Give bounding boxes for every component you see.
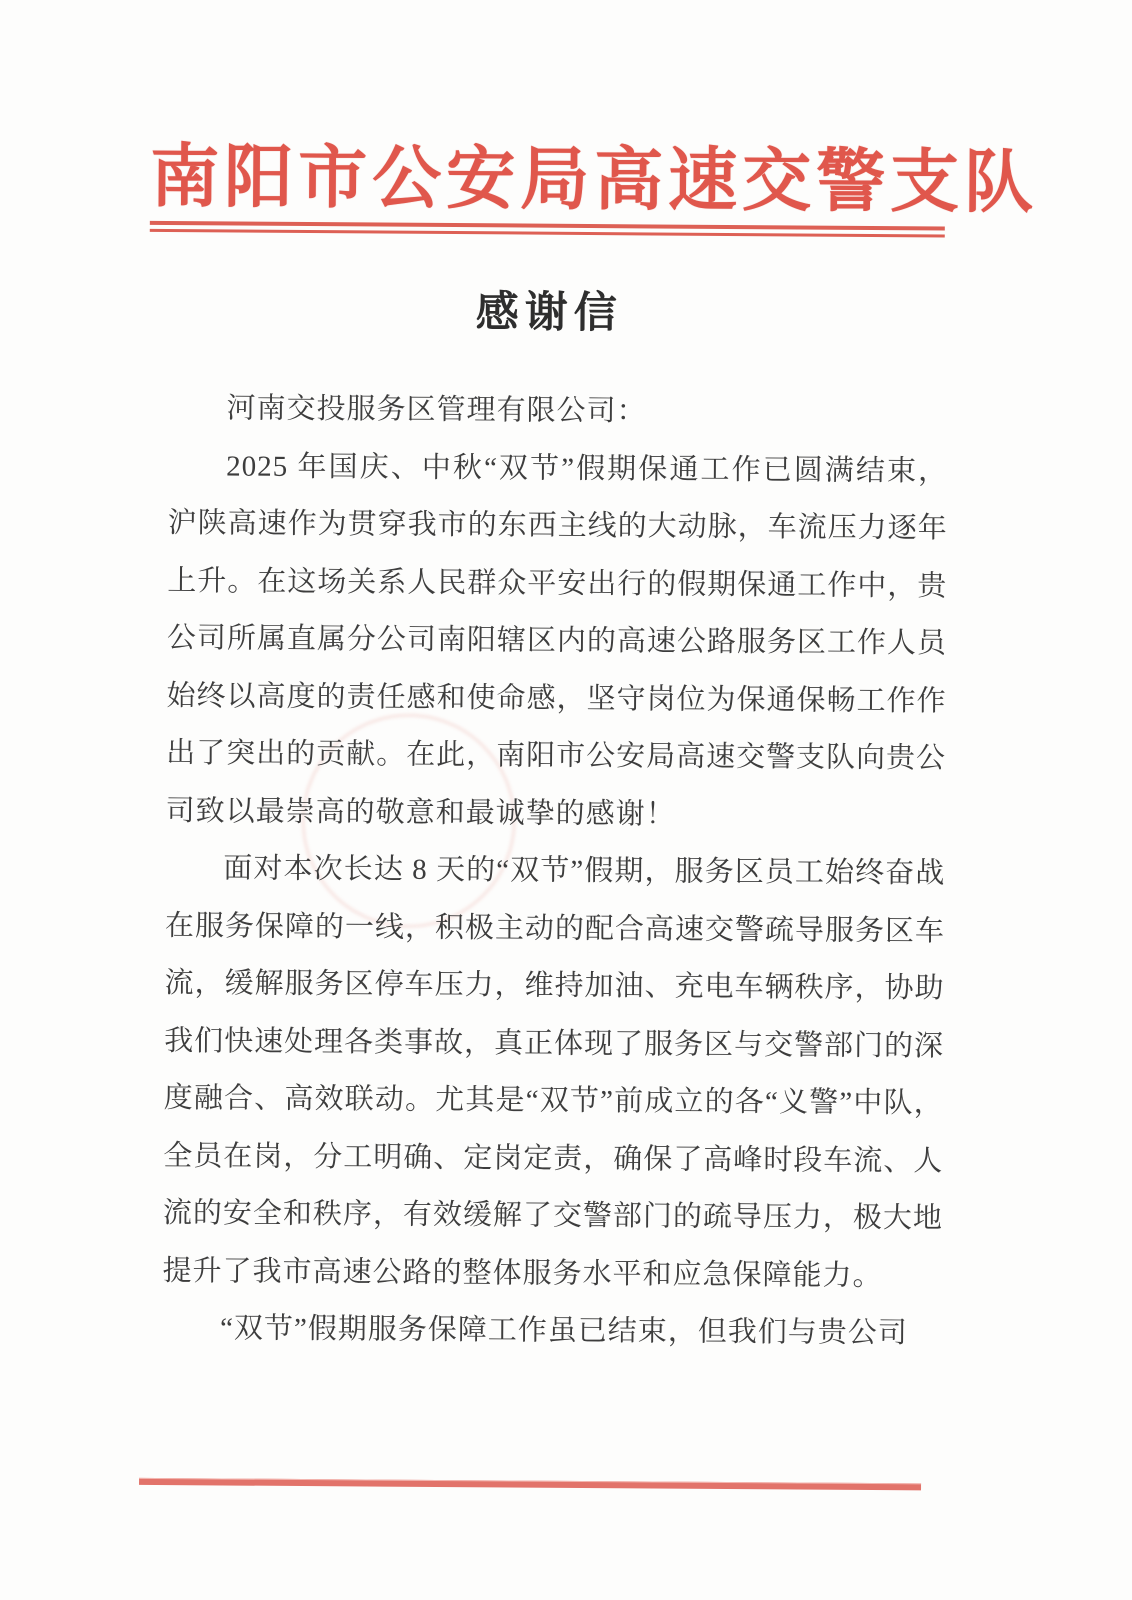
- letterhead: [149, 136, 1039, 238]
- agency-masthead-title: 南阳市公安局高速交警支队: [149, 138, 1039, 222]
- body-paragraph: 2025 年国庆、中秋“双节”假期保通工作已圆满结束，沪陕高速作为贯穿我市的东西主线的大动脉，车流压力逐年上升。在这场关系人民群众平安出行的假期保通工作中，贵公司所属直属分公司南阳辖区内的高速公路服务区工作人员始终以高度的责任感和使命感，坚守岗位为保通保畅工作作出了突出的贡献。在此，南阳市公安局高速交警支队向贵公司致以最崇高的敬意和最诚挚的感谢！: [165, 449, 949, 831]
- recipient-line: 河南交投服务区管理有限公司：: [226, 392, 647, 428]
- masthead-double-rule: [150, 221, 945, 238]
- body-paragraph: “双节”假期服务保障工作虽已结束，但我们与贵公司: [220, 1312, 908, 1350]
- footer-divider-rule: [139, 1478, 921, 1490]
- letter-body: [162, 380, 949, 1363]
- body-paragraph: 面对本次长达 8 天的“双节”假期，服务区员工始终奋战在服务保障的一线，积极主动的配合高速交警疏导服务区车流，缓解服务区停车压力，维持加油、充电车辆秩序，协助我们快速处理各类事故，真正体现了服务区与交警部门的深度融合、高效联动。尤其是“双节”前成立的各“义警”中队，全员在岗，分工明确、定岗定责，确保了高峰时段车流、人流的安全和秩序，有效缓解了交警部门的疏导压力，极大地提升了我市高速公路的整体服务水平和应急保障能力。: [162, 852, 946, 1292]
- letter-title: 感谢信: [475, 289, 623, 338]
